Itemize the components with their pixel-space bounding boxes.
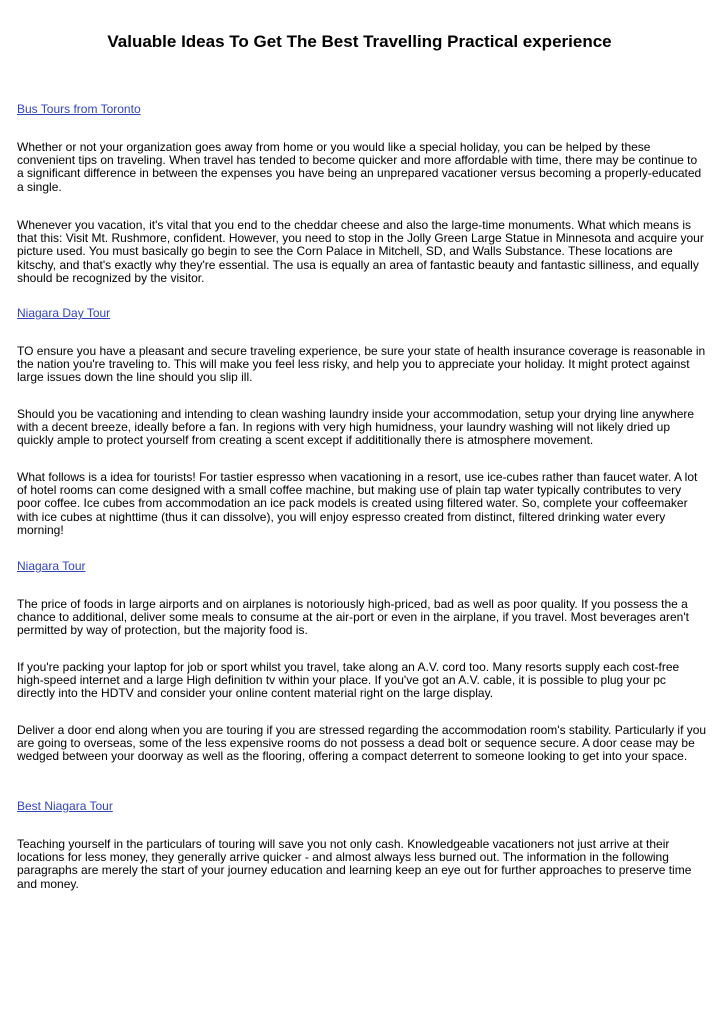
link-paragraph xyxy=(17,103,707,116)
body-paragraph: Should you be vacationing and intending to clean washing laundry inside your accommodation, setup your drying line anywhere with a decent breeze, ideally before a fan. In regions with very high humidness, your laundry washing will not likely dried up quickly ample to protect yourself from creating a scent except if addititionally there is atmosphere movement. xyxy=(17,407,695,448)
body-paragraph: Deliver a door end along when you are touring if you are stressed regarding the accommodation room's stability. Particularly if you are going to overseas, some of the less expensive rooms do not possess a dead bolt or sequence secure. A door cease may be wedged between your doorway as well as the flooring, offering a compact deterrent to someone looking to get into your space. xyxy=(17,723,707,764)
body-paragraph: If you're packing your laptop for job or sport whilst you travel, take along an A.V. cord too. Many resorts supply each cost-free high-speed internet and a large High definition tv within your place. If you've got an A.V. cable, it is possible to plug your pc directly into the HDTV and consider your online content material right on the large display. xyxy=(17,660,680,701)
link-niagara-day-tour[interactable]: Niagara Day Tour xyxy=(17,306,111,320)
body-paragraph: What follows is a idea for tourists! For tastier espresso when vacationing in a resort, use ice-cubes rather than faucet water. A lot of hotel rooms can come designed with a small coffee machine, but making use of plain tap water typically contributes to very poor coffee. Ice cubes from accommodation an ice pack models is created using filtered water. So, complete your coffeemaker with ice cubes at nighttime (thus it can dissolve), you will enjoy espresso created from distinct, filtered drinking water every morning! xyxy=(17,470,698,537)
link-paragraph xyxy=(17,307,707,320)
link-bus-tours-from-toronto[interactable]: Bus Tours from Toronto xyxy=(17,102,141,116)
body-paragraph: Whether or not your organization goes away from home or you would like a special holiday, you can be helped by these convenient tips on traveling. When travel has tended to become quicker and more affordable with time, there may be continue to a significant difference in between the expenses you have being an unprepared vacationer versus becoming a properly-educated a single. xyxy=(17,140,702,194)
body-paragraph: Teaching yourself in the particulars of touring will save you not only cash. Knowledgeable vacationers not just arrive at their locations for less money, they generally arrive quicker - and almost always less burned out. The information in the following paragraphs are merely the start of your journey education and learning keep an eye out for further approaches to preserve time and money. xyxy=(17,837,692,891)
link-niagara-tour[interactable]: Niagara Tour xyxy=(17,559,86,573)
body-paragraph: TO ensure you have a pleasant and secure traveling experience, be sure your state of health insurance coverage is reasonable in the nation you're traveling to. This will make you feel less risky, and help you to appreciate your holiday. It might protect against large issues down the line should you slip ill. xyxy=(17,344,706,385)
link-paragraph xyxy=(17,800,707,813)
page-title: Valuable Ideas To Get The Best Travelling Practical experience xyxy=(107,32,612,51)
body-paragraph: The price of foods in large airports and on airplanes is notoriously high-priced, bad as well as poor quality. If you possess the a chance to additional, deliver some meals to consume at the air-port or even in the airplane, if you travel. Most beverages aren't permitted by way of protection, but the majority food is. xyxy=(17,597,689,638)
body-paragraph: Whenever you vacation, it's vital that you end to the cheddar cheese and also the large-time monuments. What which means is that this: Visit Mt. Rushmore, confident. However, you need to stop in the Jolly Green Large Statue in Minnesota and acquire your picture used. You must basically go begin to see the Corn Palace in Mitchell, SD, and Walls Substance. These locations are kitschy, and that's exactly why they're essential. The usa is equally an area of fantastic beauty and fantastic silliness, and equally should be recognized by the visitor. xyxy=(17,218,704,285)
link-best-niagara-tour[interactable]: Best Niagara Tour xyxy=(17,799,113,813)
link-paragraph xyxy=(17,560,707,573)
